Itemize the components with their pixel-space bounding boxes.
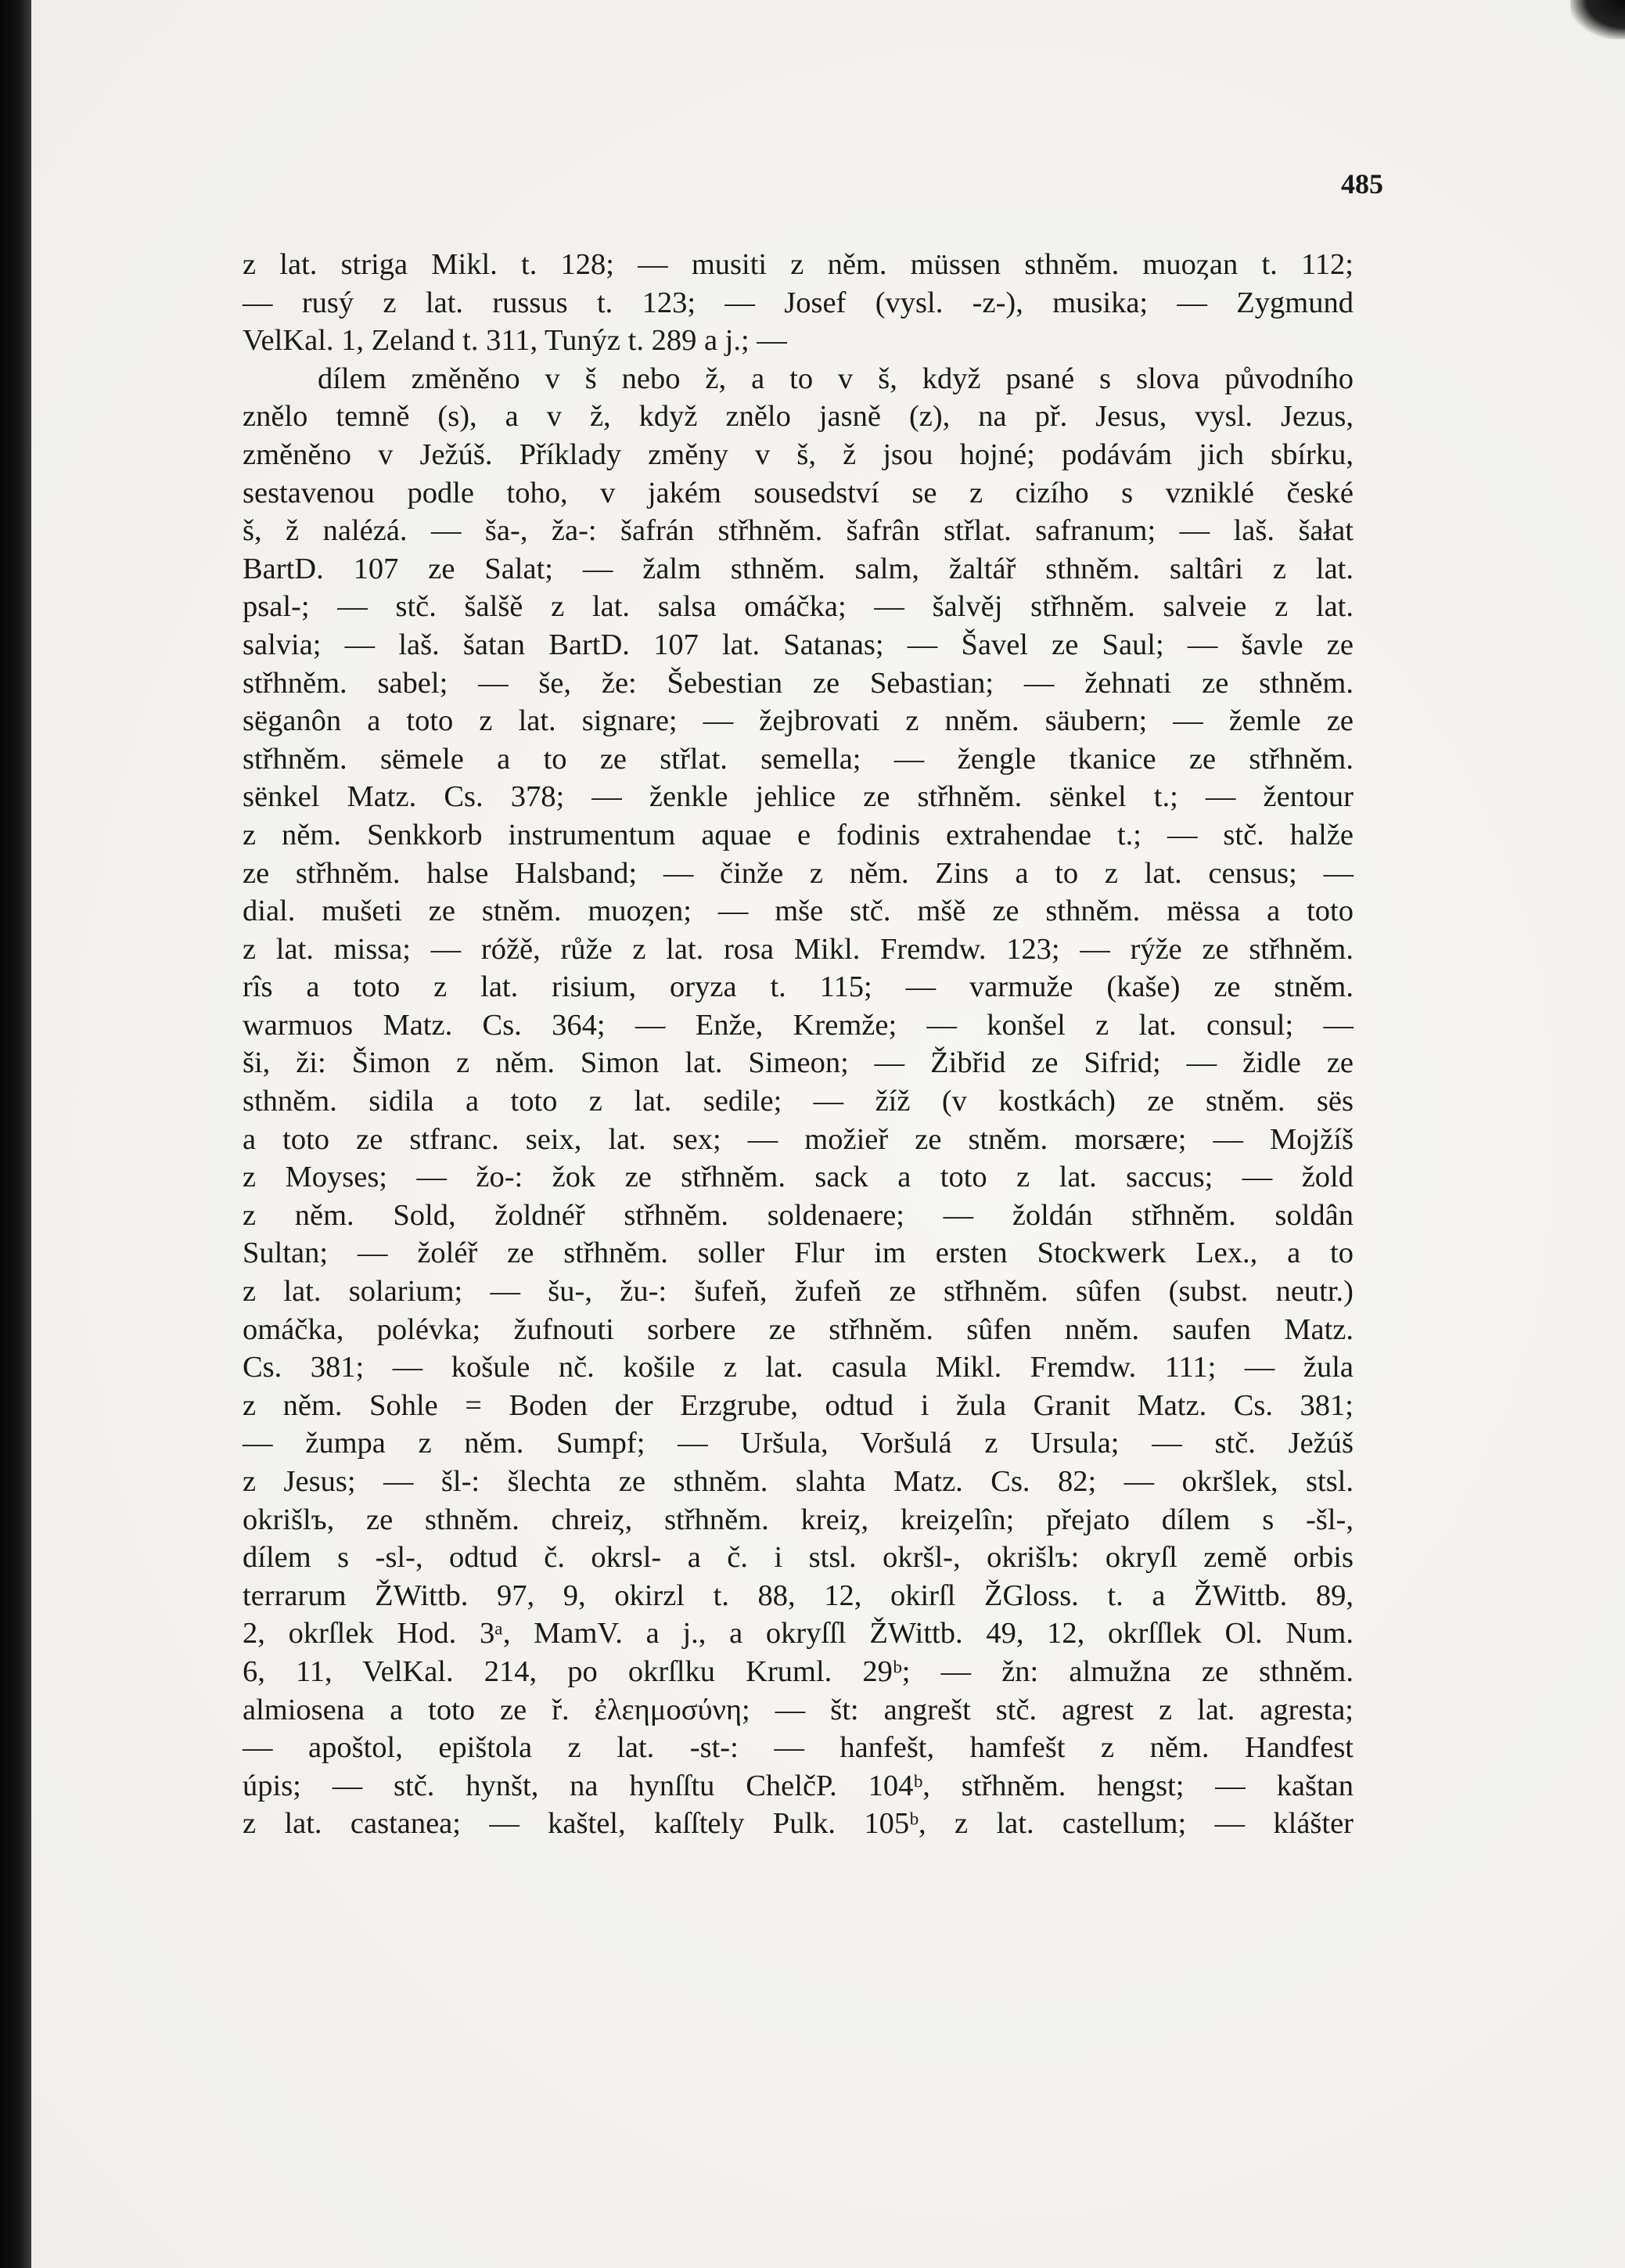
text-line: z Jesus; — šl-: šlechta ze sthněm. slahta Matz. Cs. 82; — okršlek, stsl.: [243, 1465, 1354, 1498]
text-line: z něm. Sohle = Boden der Erzgrube, odtud i žula Granit Matz. Cs. 381;: [243, 1388, 1354, 1422]
text-line: sëganôn a toto z lat. signare; — žejbrovati z nněm. säubern; — žemle ze: [243, 704, 1354, 738]
text-line: z lat. striga Mikl. t. 128; — musiti z něm. müssen sthněm. muoȥan t. 112;: [243, 248, 1354, 281]
text-line: z lat. solarium; — šu-, žu-: šufeň, žufeň ze střhněm. sûfen (subst. neutr.): [243, 1275, 1354, 1309]
text-line: Sultan; — žoléř ze střhněm. soller Flur im ersten Stockwerk Lex., a to: [243, 1237, 1354, 1270]
text-line: z něm. Senkkorb instrumentum aquae e fodinis extrahendae t.; — stč. halže: [243, 818, 1354, 851]
text-line: z Moyses; — žo-: žok ze střhněm. sack a toto z lat. saccus; — žold: [243, 1161, 1354, 1194]
text-line: z něm. Sold, žoldnéř střhněm. soldenaere; — žoldán střhněm. soldân: [243, 1198, 1354, 1232]
page-corner-shadow: [1570, 0, 1625, 39]
text-line: dílem s -sl-, odtud č. okrsl- a č. i stsl. okršl-, okrišlъ: okryſl země orbis: [243, 1541, 1354, 1575]
text-line: dílem změněno v š nebo ž, a to v š, když psané s slova původního: [318, 362, 1354, 395]
text-line: omáčka, polévka; žufnouti sorbere ze střhněm. sûfen nněm. saufen Matz.: [243, 1312, 1354, 1346]
text-line: almiosena a toto ze ř. ἐλεημοσύνη; — št: angrešt stč. agrest z lat. agresta;: [243, 1693, 1354, 1726]
text-line: salvia; — laš. šatan BartD. 107 lat. Satanas; — Šavel ze Saul; — šavle ze: [243, 628, 1354, 661]
text-line: sënkel Matz. Cs. 378; — ženkle jehlice ze střhněm. sënkel t.; — žentour: [243, 780, 1354, 814]
text-line: — apoštol, epištola z lat. -st-: — hanfešt, hamfešt z něm. Handfest: [243, 1731, 1354, 1765]
text-line: znělo temně (s), a v ž, když znělo jasně (z), na př. Jesus, vysl. Jezus,: [243, 400, 1354, 434]
text-line: š, ž nalézá. — ša-, ža-: šafrán střhněm. šafrân střlat. safranum; — laš. šałat: [243, 514, 1354, 548]
text-line: VelKal. 1, Zeland t. 311, Tunýz t. 289 a j.; —: [243, 324, 787, 358]
text-line: 6, 11, VelKal. 214, po okrſlku Kruml. 29ᵇ; — žn: almužna ze sthněm.: [243, 1654, 1354, 1688]
text-line: ze střhněm. halse Halsband; — činže z něm. Zins a to z lat. census; —: [243, 856, 1354, 890]
text-line: 2, okrſlek Hod. 3ᵃ, MamV. a j., a okryſſl ŽWittb. 49, 12, okrſſlek Ol. Num.: [243, 1617, 1354, 1651]
text-line: rîs a toto z lat. risium, oryza t. 115; — varmuže (kaše) ze stněm.: [243, 970, 1354, 1004]
text-line: — žumpa z něm. Sumpf; — Uršula, Voršulá z Ursula; — stč. Ježúš: [243, 1427, 1354, 1460]
text-line: terrarum ŽWittb. 97, 9, okirzl t. 88, 12, okirſl ŽGloss. t. a ŽWittb. 89,: [243, 1579, 1354, 1612]
text-line: střhněm. sabel; — še, že: Šebestian ze Sebastian; — žehnati ze sthněm.: [243, 666, 1354, 700]
text-line: úpis; — stč. hynšt, na hynſſtu ChelčP. 104ᵇ, střhněm. hengst; — kaštan: [243, 1769, 1354, 1802]
text-line: warmuos Matz. Cs. 364; — Enže, Kremže; — konšel z lat. consul; —: [243, 1008, 1354, 1042]
text-line: — rusý z lat. russus t. 123; — Josef (vysl. -z-), musika; — Zygmund: [243, 286, 1354, 319]
page-number: 485: [1341, 168, 1383, 200]
text-line: z lat. missa; — róžě, růže z lat. rosa Mikl. Fremdw. 123; — rýže ze střhněm.: [243, 932, 1354, 966]
text-line: okrišlъ, ze sthněm. chreiȥ, střhněm. kreiȥ, kreiȥelîn; přejato dílem s -šl-,: [243, 1503, 1354, 1536]
text-line: sthněm. sidila a toto z lat. sedile; — žíž (v kostkách) ze stněm. sës: [243, 1085, 1354, 1118]
text-line: psal-; — stč. šalšě z lat. salsa omáčka; — šalvěj střhněm. salveie z lat.: [243, 590, 1354, 624]
text-line: střhněm. sëmele a to ze střlat. semella; — žengle tkanice ze střhněm.: [243, 742, 1354, 776]
text-line: BartD. 107 ze Salat; — žalm sthněm. salm, žaltář sthněm. saltâri z lat.: [243, 552, 1354, 585]
text-line: a toto ze stfranc. seix, lat. sex; — možieř ze stněm. morsære; — Mojžíš: [243, 1122, 1354, 1156]
body-text: [243, 246, 1354, 1843]
text-line: z lat. castanea; — kaštel, kaſſtely Pulk. 105ᵇ, z lat. castellum; — klášter: [243, 1807, 1354, 1841]
text-line: ši, ži: Šimon z něm. Simon lat. Simeon; — Žibřid ze Sifrid; — židle ze: [243, 1046, 1354, 1080]
text-line: sestavenou podle toho, v jakém sousedství se z cizího s vzniklé české: [243, 476, 1354, 509]
text-line: Cs. 381; — košule nč. košile z lat. casula Mikl. Fremdw. 111; — žula: [243, 1351, 1354, 1384]
text-line: dial. mušeti ze stněm. muoȥen; — mše stč. mšě ze sthněm. mëssa a toto: [243, 895, 1354, 928]
book-spine-shadow: [0, 0, 31, 2268]
text-line: změněno v Ježúš. Příklady změny v š, ž jsou hojné; podávám jich sbírku,: [243, 437, 1354, 471]
